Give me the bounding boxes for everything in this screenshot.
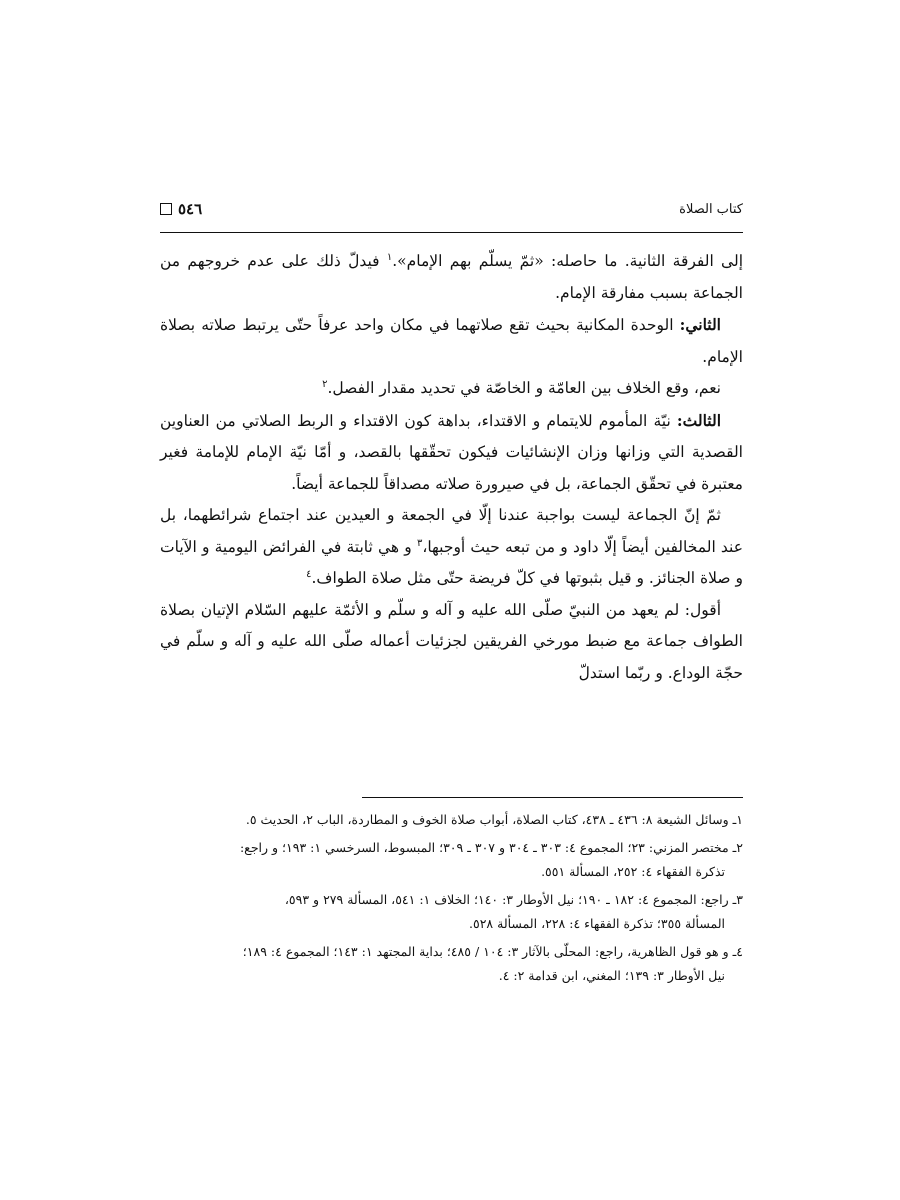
- footnote-4-line-2: نيل الأوطار ٣: ١٣٩؛ المغني، ابن قدامة ٢: ٤.: [498, 968, 725, 983]
- footnote-ref-1: ١: [386, 251, 393, 263]
- main-text: [160, 246, 743, 689]
- square-ornament-icon: [160, 203, 172, 215]
- paragraph-5-text-b: و هي ثابتة في الفرائض اليومية و الآيات و صلاة الجنائز. و قيل بثبوتها في كلّ فريضة حتّى مثل صلاة الطواف.: [160, 537, 743, 587]
- paragraph-2: [160, 309, 743, 373]
- paragraph-4-text: نيّة المأموم للايتمام و الاقتداء، بداهة كون الاقتداء و الربط الصلاتي من العناوين القصدية التي وزانها وزان الإنشائيات فيكون تحقّقها بالقصد، و أمّا نيّة الإمام للإمامة فغير معتبرة في تحقّق الجماعة، بل في صيرورة صلاته مصداقاً للجماعة أيضاً.: [160, 411, 743, 493]
- page-number-block: [160, 200, 202, 218]
- paragraph-2-text: الوحدة المكانية بحيث تقع صلاتهما في مكان واحد عرفاً حتّى يرتبط صلاته بصلاة الإمام.: [160, 316, 743, 366]
- paragraph-1: [160, 246, 743, 309]
- footnote-2-line-2: تذكرة الفقهاء ٤: ٢٥٢، المسألة ٥٥١.: [541, 864, 725, 879]
- paragraph-3-text: نعم، وقع الخلاف بين العامّة و الخاصّة في تحديد مقدار الفصل.: [327, 379, 721, 397]
- footnote-4: [160, 940, 743, 988]
- footnote-ref-3: ٣: [416, 537, 423, 549]
- running-title: كتاب الصلاة: [679, 202, 743, 217]
- paragraph-6-text: أقول: لم يعهد من النبيّ صلّى الله عليه و آله و سلّم و الأئمّة عليهم السّلام الإتيان بصلاة الطواف جماعة مع ضبط مورخي الفريقين لجزئيات أعماله صلّى الله عليه و آله و سلّم في حجّة الوداع. و ربّما استدلّ: [160, 600, 743, 682]
- page-number: ٥٤٦: [178, 200, 203, 218]
- footnote-3-line-2: المسألة ٣٥٥؛ تذكرة الفقهاء ٤: ٢٢٨، المسألة ٥٢٨.: [469, 916, 725, 931]
- footnote-ref-4: ٤: [306, 568, 312, 580]
- footnote-divider: [362, 797, 743, 798]
- paragraph-4-lead: الثالث:: [676, 410, 721, 430]
- paragraph-1-text-a: إلى الفرقة الثانية. ما حاصله: «ثمّ يسلّم بهم الإمام».: [392, 252, 743, 270]
- paragraph-3: [160, 373, 743, 405]
- header-divider: [160, 232, 743, 233]
- paragraph-4: [160, 405, 743, 501]
- paragraph-6: [160, 595, 743, 690]
- paragraph-1-text-b: فيدلّ ذلك على عدم خروجهم من الجماعة بسبب مفارقة الإمام.: [160, 252, 743, 302]
- footnote-2: [160, 836, 743, 884]
- footnote-3-line-1: ٣ـ راجع: المجموع ٤: ١٨٢ ـ ١٩٠؛ نيل الأوطار ٣: ١٤٠؛ الخلاف ١: ٥٤١، المسألة ٢٧٩ و ٥٩٣،: [284, 892, 743, 907]
- footnote-2-line-1: ٢ـ مختصر المزني: ٢٣؛ المجموع ٤: ٣٠٣ ـ ٣٠٤ و ٣٠٧ ـ ٣٠٩؛ المبسوط، السرخسي ١: ١٩٣؛ و راجع:: [239, 840, 743, 855]
- footnotes: [160, 808, 743, 992]
- footnote-4-line-1: ٤ـ و هو قول الظاهرية، راجع: المحلّى بالآثار ٣: ١٠٤ / ٤٨٥؛ بداية المجتهد ١: ١٤٣؛ المجموع ٤: ١٨٩؛: [242, 944, 743, 959]
- footnote-3: [160, 888, 743, 936]
- footnote-ref-2: ٢: [322, 378, 328, 390]
- paragraph-5: [160, 500, 743, 595]
- paragraph-5-text-a: ثمّ إنّ الجماعة ليست بواجبة عندنا إلّا في الجمعة و العيدين عند اجتماع شرائطهما، بل عند المخالفين أيضاً إلّا داود و من تبعه حيث أوجبها،: [160, 506, 743, 556]
- footnote-1: [160, 808, 743, 832]
- footnote-1-line-1: ١ـ وسائل الشيعة ٨: ٤٣٦ ـ ٤٣٨، كتاب الصلاة، أبواب صلاة الخوف و المطاردة، الباب ٢، الحديث ٥.: [245, 812, 743, 827]
- paragraph-2-lead: الثاني:: [679, 315, 721, 334]
- page-header: [160, 200, 743, 222]
